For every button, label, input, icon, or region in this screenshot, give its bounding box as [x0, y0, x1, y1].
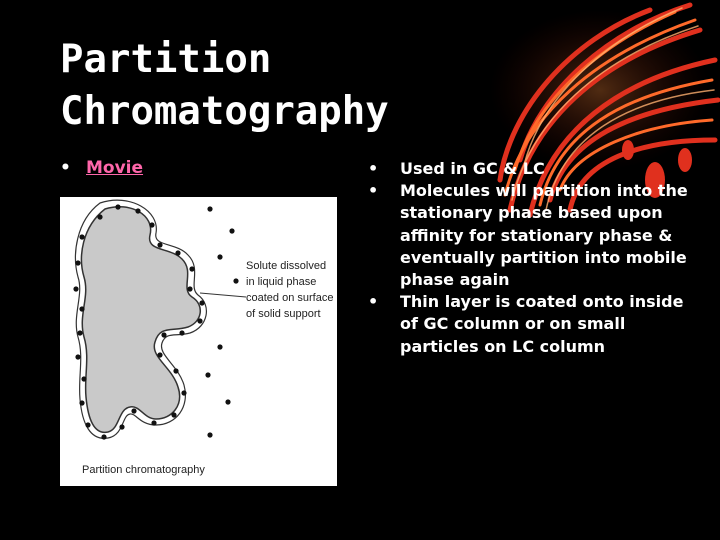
figure-annotation-line-1: Solute dissolved — [246, 260, 327, 272]
movie-link[interactable]: Movie — [86, 158, 144, 178]
slide-title — [60, 34, 480, 138]
figure-annotation-line-3: coated on surface — [246, 292, 334, 304]
right-bullet-item — [368, 158, 698, 180]
bullet-icon: • — [368, 159, 379, 178]
slide-title-line-1: Partition — [60, 37, 272, 82]
figure-caption: Partition chromatography — [82, 464, 205, 476]
right-bullet-item — [368, 291, 698, 358]
right-bullet-list — [368, 158, 698, 358]
solid-support-shape — [82, 207, 201, 433]
bullet-icon: • — [60, 158, 71, 178]
annotation-pointer — [200, 293, 246, 297]
svg-text:Solute dissolved in li — [246, 260, 337, 320]
right-bullet-item — [368, 180, 698, 291]
bullet-text: Thin layer is coated onto inside of GC column or on small particles on LC column — [400, 292, 684, 356]
slide-title-line-2: Chromatography — [60, 89, 389, 134]
figure-annotation-line-4: of solid support — [246, 308, 321, 320]
bullet-icon: • — [368, 292, 379, 312]
figure-annotation-line-2: in liquid phase — [246, 276, 317, 288]
bullet-text: Used in GC & LC — [400, 159, 545, 178]
left-bullet-item — [60, 158, 143, 178]
partition-diagram — [60, 197, 337, 486]
bullet-text: Molecules will partition into the stationary phase based upon affinity for stationary phase & eventually partition into mobile phase again — [400, 181, 688, 290]
bullet-icon: • — [368, 181, 379, 201]
